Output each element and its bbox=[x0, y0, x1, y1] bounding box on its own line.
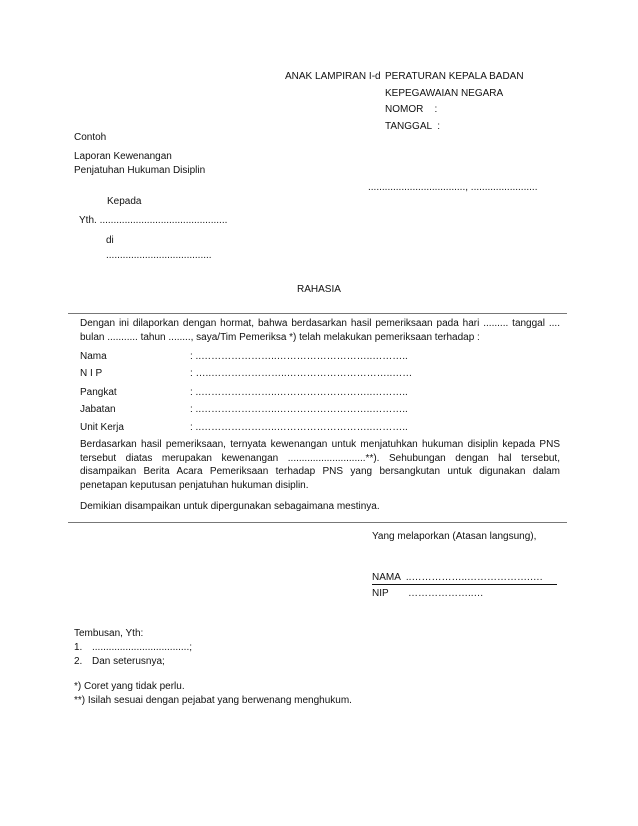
confidential-label: RAHASIA bbox=[297, 284, 341, 295]
cc-title: Tembusan, Yth: bbox=[74, 628, 144, 639]
document-title-line1: Laporan Kewenangan bbox=[74, 151, 172, 162]
field-row-jabatan bbox=[80, 403, 408, 416]
field-value: : ..…………………..………………………..……….. bbox=[190, 351, 408, 362]
field-label: Jabatan bbox=[80, 404, 116, 415]
signatory-nip: NIP ………………..… bbox=[372, 588, 484, 599]
recipient-address-line: ...................................... bbox=[106, 250, 212, 261]
cc-item-number: 1. bbox=[74, 642, 83, 653]
cc-item bbox=[74, 641, 192, 654]
recipient-di: di bbox=[106, 235, 114, 246]
regulation-number: NOMOR : bbox=[385, 104, 438, 115]
place-date-line: ..................................., ........................ bbox=[368, 182, 538, 193]
cc-item bbox=[74, 655, 165, 668]
field-label: N I P bbox=[80, 368, 103, 379]
field-row-pangkat bbox=[80, 386, 408, 399]
field-label: Pangkat bbox=[80, 387, 117, 398]
example-label: Contoh bbox=[74, 132, 107, 143]
reporter-label: Yang melaporkan (Atasan langsung), bbox=[372, 531, 537, 542]
footnote-2: **) Isilah sesuai dengan pejabat yang berwenang menghukum. bbox=[74, 695, 352, 706]
field-label: Unit Kerja bbox=[80, 422, 124, 433]
regulation-date: TANGGAL : bbox=[385, 120, 441, 132]
field-row-nip bbox=[80, 367, 412, 380]
signatory-name: NAMA ..……………..……………….…. bbox=[372, 571, 557, 585]
document-title-line2: Penjatuhan Hukuman Disiplin bbox=[74, 165, 206, 176]
footnote-1: *) Coret yang tidak perlu. bbox=[74, 681, 185, 692]
field-row-nama bbox=[80, 350, 408, 363]
report-paragraph-2: Berdasarkan hasil pemeriksaan, ternyata kewenangan untuk menjatuhkan hukuman disiplin kepada PNS tersebut diatas merupakan kewenangan ............................**). Sehubungan dengan hal tersebut, disampaikan Berita Acara Pemeriksaan terhadap PNS yang bersangkutan untuk digunakan dalam penetapan keputusan penjatuhan hukuman disiplin. bbox=[80, 439, 560, 491]
cc-item-text: Dan seterusnya; bbox=[92, 656, 165, 667]
attachment-label: ANAK LAMPIRAN I-d bbox=[285, 71, 381, 82]
report-paragraph-1: Dengan ini dilaporkan dengan hormat, bahwa berdasarkan hasil pemeriksaan pada hari ......... tanggal .... bulan ........... tahun ........, saya/Tim Pemeriksa *) telah melakukan pemeriksaan terhadap : bbox=[80, 318, 560, 343]
regulation-line: KEPEGAWAIAN NEGARA bbox=[385, 87, 504, 99]
recipient-kepada: Kepada bbox=[107, 196, 142, 207]
field-row-unit-kerja bbox=[80, 421, 408, 434]
field-value: : ..…………………..………………………..……….. bbox=[190, 387, 408, 398]
cc-item-number: 2. bbox=[74, 656, 83, 667]
field-value: : ..…………………..………………………..……….. bbox=[190, 404, 408, 415]
field-value: : ..…………………..………………………..……….. bbox=[190, 422, 408, 433]
recipient-yth: Yth. .............................................. bbox=[79, 215, 228, 226]
field-value: : …..…………………..…………………………..…… bbox=[190, 368, 413, 379]
field-label: Nama bbox=[80, 351, 107, 362]
regulation-header bbox=[385, 70, 524, 136]
regulation-line: PERATURAN KEPALA BADAN bbox=[385, 71, 524, 82]
cc-item-text: ...................................; bbox=[92, 642, 193, 653]
closing-sentence: Demikian disampaikan untuk dipergunakan sebagaimana mestinya. bbox=[80, 501, 380, 512]
